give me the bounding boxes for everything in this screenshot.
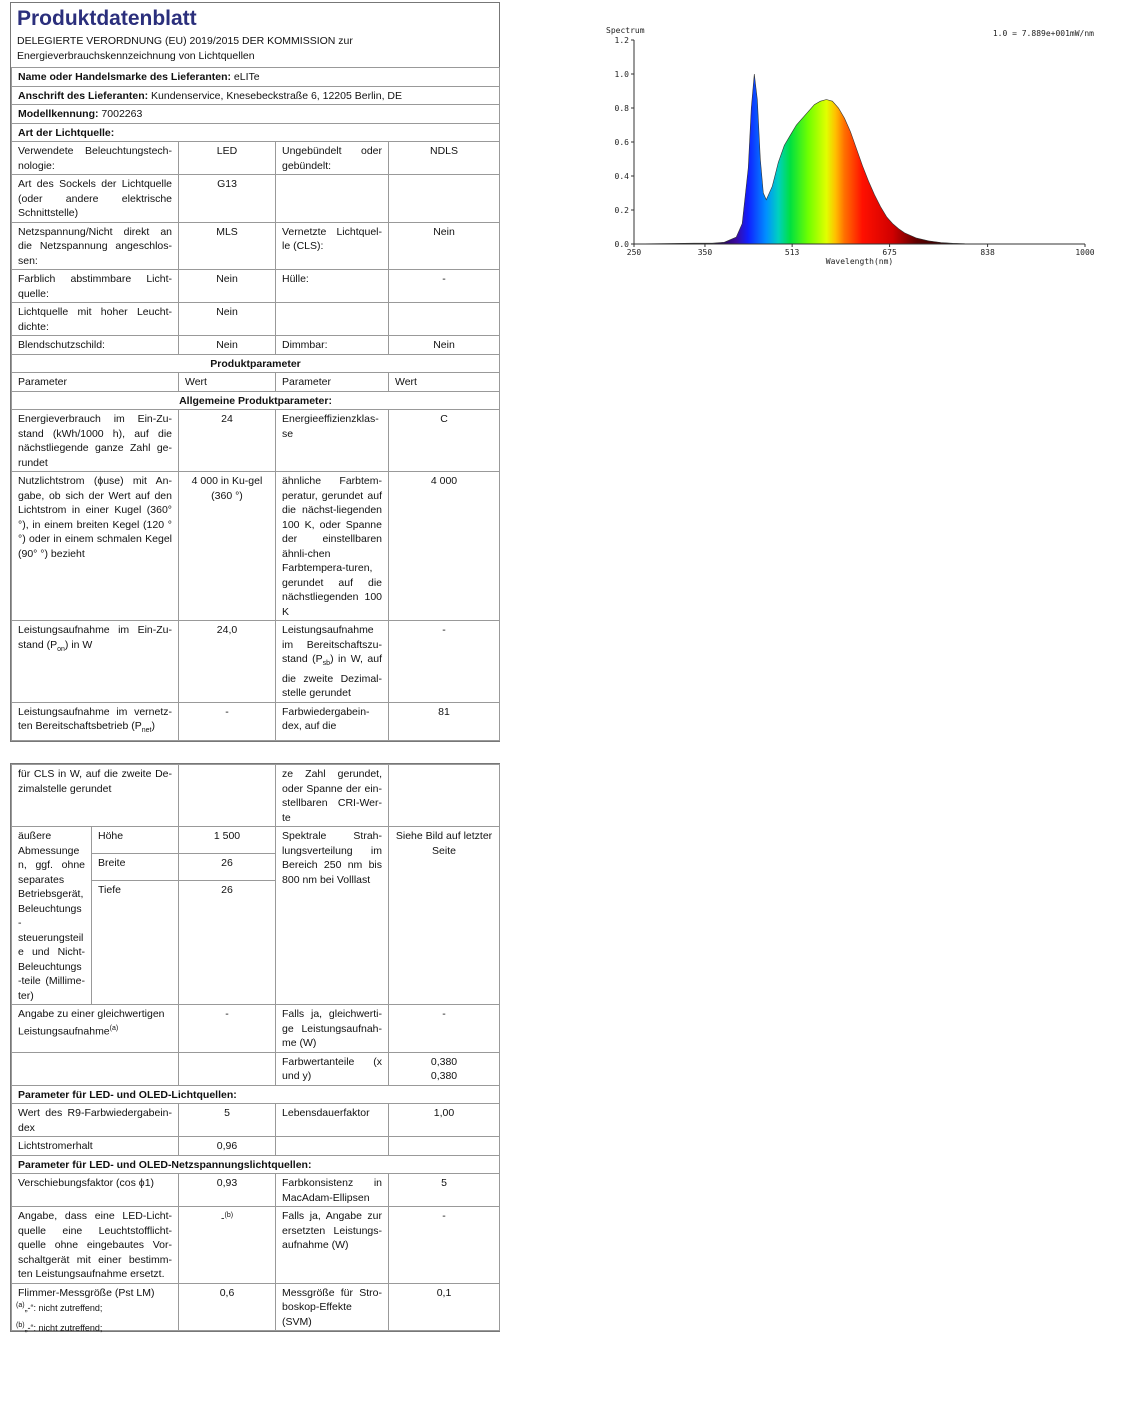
footnote-b-mark: (b) [16, 1322, 25, 1329]
y-tick-label: 0.2 [614, 206, 629, 215]
pnet-value: - [179, 702, 276, 740]
tech-label: Verwendete Beleuchtungstech-nologie: [12, 142, 179, 175]
pnet-label-continued: für CLS in W, auf die zweite De-zimalstelle gerundet [12, 765, 179, 827]
table-row [12, 472, 500, 621]
flux-value: 4 000 in Ku-gel (360 °) [179, 472, 276, 621]
socket-value: G13 [179, 175, 276, 223]
supplier-address-label: Anschrift des Lieferanten: [18, 89, 149, 102]
table-row [12, 410, 500, 472]
pon-sub: on [57, 645, 65, 653]
equiv-value: - [179, 1005, 276, 1053]
pnet-label-tail: ) [151, 720, 155, 733]
mains-label: Netzspannung/Nicht direkt an die Netzspannung angeschlos-sen: [12, 222, 179, 270]
replacement-sup: (b) [224, 1212, 234, 1219]
cri-value: 81 [389, 702, 500, 740]
x-axis [627, 244, 1095, 257]
table-row [12, 105, 500, 124]
chart-annotation: 1.0 = 7.889e+001mW/nm [992, 29, 1094, 38]
psb-label-tail: ) in W, auf die zweite Dezimal-stelle gerundet [282, 653, 383, 700]
empty-cell [276, 1137, 389, 1156]
high-luminance-value: Nein [179, 303, 276, 336]
table-row [12, 1207, 500, 1284]
pnet-label-text: Leistungsaufnahme im vernetz-ten Bereitschaftsbetrieb (P [18, 705, 172, 733]
depth-value: 26 [179, 881, 276, 1005]
svm-value: 0,1 [389, 1283, 500, 1331]
chromaticity-label: Farbwertanteile (x und y) [276, 1052, 389, 1085]
cos-phi-value: 0,93 [179, 1174, 276, 1207]
psb-value: - [389, 621, 500, 703]
y-tick-label: 0.4 [614, 172, 629, 181]
chart-title: Spectrum [606, 26, 645, 35]
socket-label: Art des Sockels der Lichtquelle (oder andere elektrische Schnittstelle) [12, 175, 179, 223]
table-row [12, 827, 500, 854]
footnote-b-text: „-“: nicht zutreffend; [24, 1323, 103, 1333]
equiv2-value: - [389, 1005, 500, 1053]
col-header-value: Wert [389, 373, 500, 392]
table-row [12, 175, 500, 223]
model-cell [12, 105, 500, 124]
bundled-value: NDLS [389, 142, 500, 175]
envelope-label: Hülle: [276, 270, 389, 303]
lumen-maintenance-label: Lichtstromerhalt [12, 1137, 179, 1156]
r9-label: Wert des R9-Farbwiedergabein-dex [12, 1104, 179, 1137]
equiv2-label: Falls ja, gleichwerti-ge Leistungsaufnah-me (W) [276, 1005, 389, 1053]
shield-value: Nein [179, 336, 276, 355]
x-tick-label: 350 [697, 248, 713, 257]
pon-label-tail: ) in W [64, 638, 93, 651]
footnote-a-text: „-“: nicht zutreffend; [24, 1303, 103, 1313]
macadam-label: Farbkonsistenz in MacAdam-Ellipsen [276, 1174, 389, 1207]
r9-value: 5 [179, 1104, 276, 1137]
table-row [12, 373, 500, 392]
spd-value: Siehe Bild auf letzter Seite [389, 827, 500, 1005]
height-value: 1 500 [179, 827, 276, 854]
table-row [12, 86, 500, 105]
supplier-name-value: eLITe [233, 71, 260, 83]
table-row [12, 142, 500, 175]
flux-label: Nutzlichtstrom (ϕuse) mit An-gabe, ob sich der Wert auf den Lichtstrom in einer Kugel (360° °), in einem breiten Kegel (120 °°) oder in einem schmalen Kegel (90° °) bezieht [12, 472, 179, 621]
energy-label: Energieverbrauch im Ein-Zu-stand (kWh/1000 h), auf die nächstliegende ganze Zahl ge-rundet [12, 410, 179, 472]
y-tick-label: 0.8 [614, 104, 629, 113]
pnet-label [12, 702, 179, 740]
table-row [12, 1085, 500, 1104]
x-tick-label: 513 [784, 248, 800, 257]
x-tick-label: 250 [626, 248, 642, 257]
depth-label: Tiefe [92, 881, 179, 1005]
y-axis [615, 36, 634, 249]
cct-value: 4 000 [389, 472, 500, 621]
pon-label-text: Leistungsaufnahme im Ein-Zu-stand (P [18, 624, 172, 651]
width-label: Breite [92, 854, 179, 881]
y-tick-label: 0.6 [614, 138, 629, 147]
psb-label [276, 621, 389, 703]
chromaticity-value [389, 1052, 500, 1085]
table-row [12, 1174, 500, 1207]
cos-phi-label: Verschiebungsfaktor (cos ϕ1) [12, 1174, 179, 1207]
empty-cell [389, 303, 500, 336]
x-tick-label: 838 [980, 248, 995, 257]
table-row [12, 354, 500, 373]
model-value: 7002263 [101, 108, 143, 120]
tech-value: LED [179, 142, 276, 175]
led-params-heading: Parameter für LED- und OLED-Lichtquellen: [12, 1085, 500, 1104]
pon-label [12, 621, 179, 703]
y-tick-label: 1.0 [614, 70, 629, 79]
datasheet-page-2 [10, 763, 500, 1332]
energy-class-value: C [389, 410, 500, 472]
mains-led-params-heading: Parameter für LED- und OLED-Netzspannungslichtquellen: [12, 1155, 500, 1174]
psb-label-text: Leistungsaufnahme im Bereitschaftszu-stand (P [282, 624, 382, 665]
color-tunable-value: Nein [179, 270, 276, 303]
general-params-heading: Allgemeine Produktparameter: [12, 391, 500, 410]
shield-label: Blendschutzschild: [12, 336, 179, 355]
empty-cell [276, 175, 389, 223]
equiv-sup: (a) [109, 1024, 119, 1032]
energy-value: 24 [179, 410, 276, 472]
regulation-subtitle [11, 32, 499, 67]
y-tick-label: 0.0 [614, 240, 629, 249]
col-header-parameter: Parameter [12, 373, 179, 392]
cls-label: Vernetzte Lichtquel-le (CLS): [276, 222, 389, 270]
table-row [12, 336, 500, 355]
replacement-dash: - [220, 1212, 225, 1225]
table-row [12, 270, 500, 303]
equiv-label [12, 1005, 179, 1053]
supplier-address-cell [12, 86, 500, 105]
table-row [12, 303, 500, 336]
pon-value: 24,0 [179, 621, 276, 703]
table-row [12, 702, 500, 740]
dimmable-value: Nein [389, 336, 500, 355]
supplier-name-label: Name oder Handelsmarke des Lieferanten: [18, 71, 231, 83]
life-factor-label: Lebensdauerfaktor [276, 1104, 389, 1137]
svm-label: Messgröße für Stro-boskop-Effekte (SVM) [276, 1283, 389, 1331]
color-tunable-label: Farblich abstimmbare Licht-quelle: [12, 270, 179, 303]
spectrum-chart [600, 22, 1105, 272]
flicker-label: Flimmer-Messgröße (Pst LM) [12, 1283, 179, 1331]
table-row [12, 68, 500, 87]
lightsource-type-heading: Art der Lichtquelle: [12, 123, 500, 142]
x-tick-label: 675 [882, 248, 897, 257]
chromaticity-y: 0,380 [430, 1070, 458, 1082]
table-row [12, 123, 500, 142]
cri-label: Farbwiedergabein-dex, auf die [276, 702, 389, 740]
table-row [12, 391, 500, 410]
replacement-value [179, 1207, 276, 1284]
table-row [12, 222, 500, 270]
footnote-b [16, 1317, 102, 1337]
product-params-heading: Produktparameter [12, 354, 500, 373]
table-row [12, 1137, 500, 1156]
psb-sub: sb [322, 660, 331, 668]
datasheet-table-1 [11, 67, 500, 741]
replacement2-label: Falls ja, Angabe zur ersetzten Leistungs-aufnahme (W) [276, 1207, 389, 1284]
chromaticity-x: 0,380 [430, 1055, 458, 1068]
lumen-maintenance-value: 0,96 [179, 1137, 276, 1156]
empty-cell [389, 765, 500, 827]
subtitle-line-2: Energieverbrauchskennzeichnung von Lichtquellen [17, 49, 255, 62]
replacement-label: Angabe, dass eine LED-Licht-quelle eine Leuchtstofflicht-quelle ohne eingebautes Vor-schaltgerät mit einer bestimm-ten Leistungsaufnahme ersetzt. [12, 1207, 179, 1284]
macadam-value: 5 [389, 1174, 500, 1207]
height-label: Höhe [92, 827, 179, 854]
dimmable-label: Dimmbar: [276, 336, 389, 355]
bundled-label: Ungebündelt oder gebündelt: [276, 142, 389, 175]
high-luminance-label: Lichtquelle mit hoher Leucht-dichte: [12, 303, 179, 336]
spectrum-area [634, 40, 1085, 244]
table-row [12, 1005, 500, 1053]
replacement2-value: - [389, 1207, 500, 1284]
x-tick-label: 1000 [1075, 248, 1095, 257]
table-row [12, 1104, 500, 1137]
width-value: 26 [179, 854, 276, 881]
empty-cell [389, 175, 500, 223]
cls-value: Nein [389, 222, 500, 270]
empty-cell [276, 303, 389, 336]
table-row [12, 1155, 500, 1174]
energy-class-label: Energieeffizienzklas-se [276, 410, 389, 472]
table-row [12, 1052, 500, 1085]
flicker-value: 0,6 [179, 1283, 276, 1331]
empty-cell [179, 765, 276, 827]
footnote-a [16, 1297, 102, 1317]
empty-cell [179, 1052, 276, 1085]
empty-cell [12, 1052, 179, 1085]
table-row [12, 621, 500, 703]
envelope-value: - [389, 270, 500, 303]
footnote-a-mark: (a) [16, 1302, 25, 1309]
datasheet-page-1 [10, 2, 500, 742]
subtitle-line-1: DELEGIERTE VERORDNUNG (EU) 2019/2015 DER KOMMISSION zur [17, 35, 353, 47]
pnet-sub: net [141, 727, 152, 735]
x-axis-label: Wavelength(nm) [825, 257, 894, 266]
supplier-name-cell [12, 68, 500, 87]
empty-cell [389, 1137, 500, 1156]
datasheet-table-2 [11, 764, 500, 1331]
page-title: Produktdatenblatt [17, 7, 197, 30]
cct-label: ähnliche Farbtem-peratur, gerundet auf die nächst-liegenden 100 K, oder Spanne der einstellbaren ähnli-chen Farbtempera-turen, gerundet auf die nächstliegenden 100 K [276, 472, 389, 621]
y-tick-label: 1.2 [614, 36, 629, 45]
table-row [12, 765, 500, 827]
life-factor-value: 1,00 [389, 1104, 500, 1137]
cri-label-continued: ze Zahl gerundet, oder Spanne der ein-stellbaren CRI-Wer-te [276, 765, 389, 827]
footnotes [16, 1297, 102, 1337]
supplier-address-value: Kundenservice, Knesebeckstraße 6, 12205 Berlin, DE [151, 89, 403, 102]
col-header-value: Wert [179, 373, 276, 392]
equiv-label-text: Angabe zu einer gleichwertigen Leistungsaufnahme [18, 1008, 165, 1037]
dimensions-label: äußere Abmessungen, ggf. ohne separates Betriebsgerät, Beleuchtungs-steuerungsteile und Nicht-Beleuchtungs-teile (Millime-ter) [12, 827, 92, 1005]
mains-value: MLS [179, 222, 276, 270]
col-header-parameter: Parameter [276, 373, 389, 392]
model-label: Modellkennung: [18, 108, 99, 120]
spd-label: Spektrale Strah-lungsverteilung im Bereich 250 nm bis 800 nm bei Volllast [276, 827, 389, 1005]
